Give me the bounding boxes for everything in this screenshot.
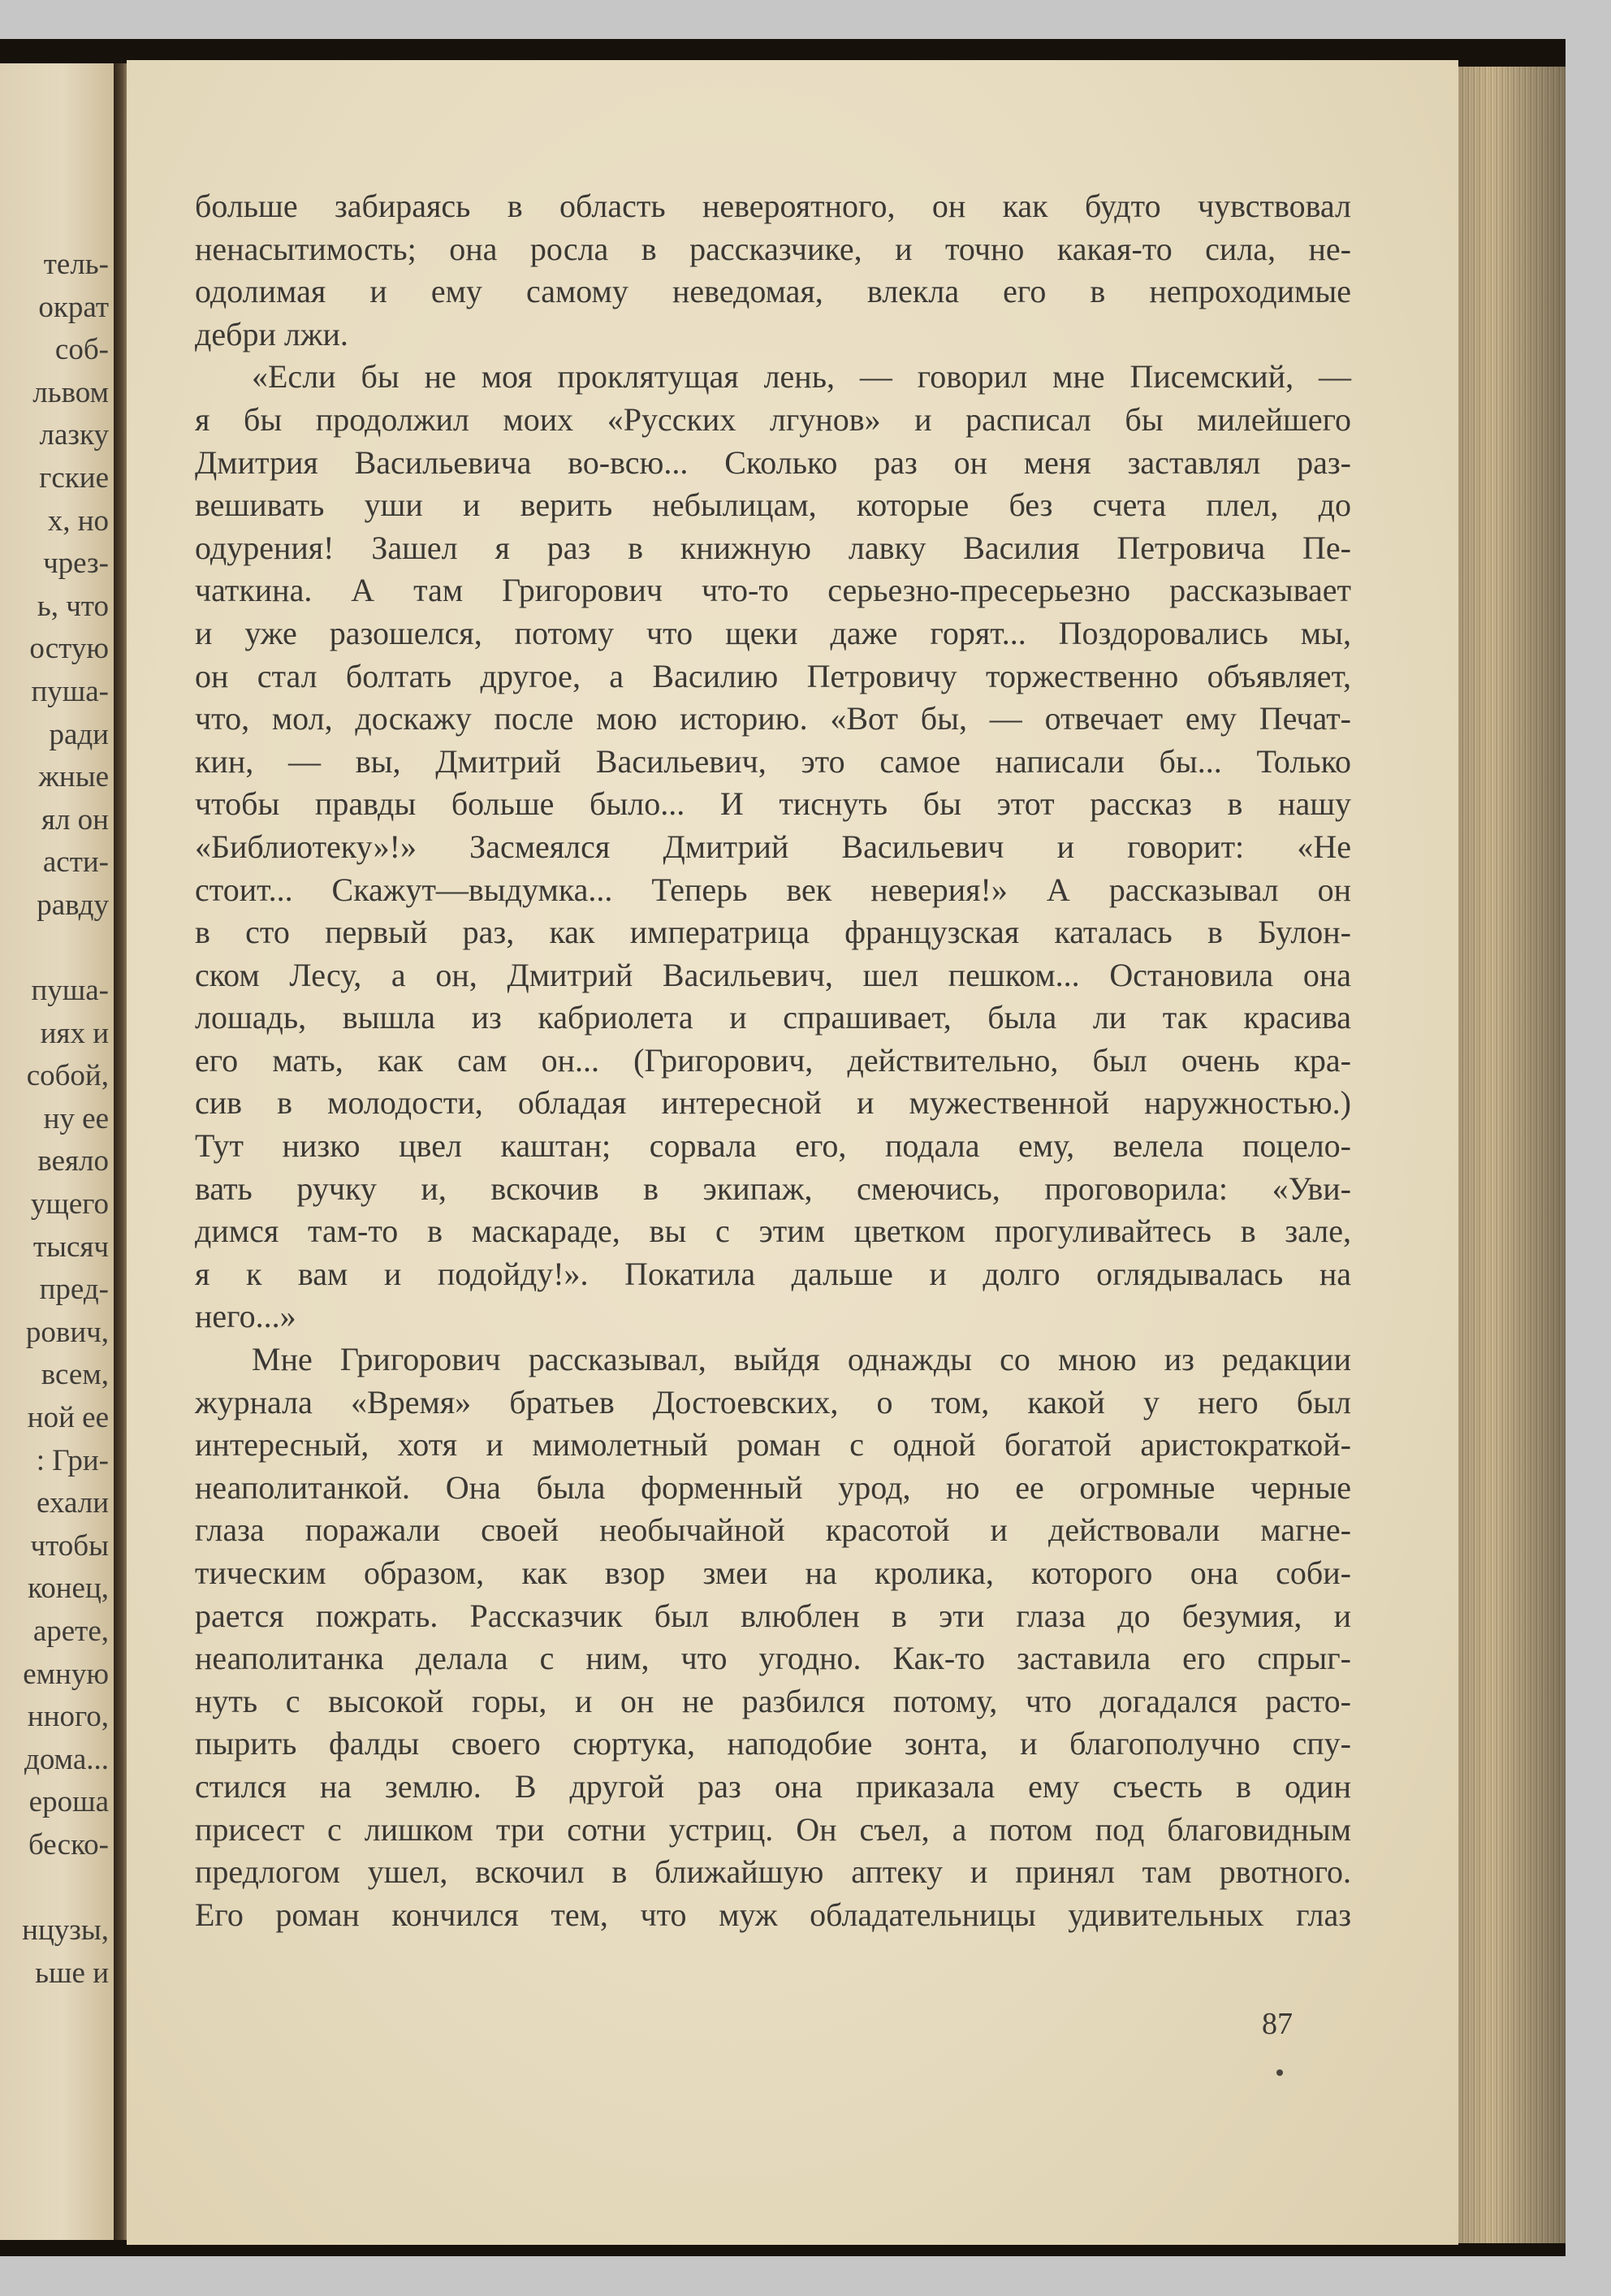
text-line: рается пожрать. Рассказчик был влюблен в эти глаза до безумия, и bbox=[195, 1597, 1351, 1634]
left-page-fragment: дома... bbox=[24, 1742, 109, 1776]
left-page-fragment: ь, что bbox=[37, 589, 109, 623]
page-number: 87 bbox=[1262, 2007, 1293, 2041]
left-page-fragment: конец, bbox=[28, 1572, 109, 1606]
text-line: я бы продолжил моих «Русских лгунов» и расписал бы милейшего bbox=[195, 400, 1351, 438]
left-page-fragment: х, но bbox=[47, 504, 109, 538]
left-page-fragment: ради bbox=[49, 717, 109, 751]
left-page-fragment: чрез- bbox=[43, 547, 109, 581]
text-line: присест с лишком три сотни устриц. Он съел, а потом под благовидным bbox=[195, 1810, 1351, 1848]
text-line: стился на землю. В другой раз она приказала ему съесть в один bbox=[195, 1767, 1351, 1805]
left-page-fragment: ущего bbox=[30, 1187, 109, 1222]
left-page-fragment: ял он bbox=[41, 802, 109, 837]
left-page-fragment: иях и bbox=[40, 1016, 109, 1050]
left-page-fragment: остую bbox=[29, 632, 109, 666]
left-page-fragment: пуша- bbox=[31, 974, 109, 1008]
left-page-fragment: равду bbox=[37, 888, 109, 922]
left-page-fragment: собой, bbox=[26, 1059, 109, 1093]
text-line: кин, — вы, Дмитрий Васильевич, это самое написали бы... Только bbox=[195, 742, 1351, 780]
text-line: Его роман кончился тем, что муж обладательницы удивительных глаз bbox=[195, 1896, 1351, 1933]
text-line: стоит... Скажут—выдумка... Теперь век неверия!» А рассказывал он bbox=[195, 871, 1351, 908]
left-page-fragment: нцузы, bbox=[22, 1913, 109, 1948]
left-page-fragment: емную bbox=[23, 1657, 109, 1691]
text-line: интересный, хотя и мимолетный роман с одной богатой аристократкой- bbox=[195, 1426, 1351, 1464]
text-line: ненасытимость; она росла в рассказчике, и точно какая-то сила, не- bbox=[195, 230, 1351, 267]
left-page-fragment bbox=[22, 927, 109, 971]
text-line: его мать, как сам он... (Григорович, действительно, был очень кра- bbox=[195, 1041, 1351, 1079]
text-line: вать ручку и, вскочив в экипаж, смеючись, проговорила: «Уви- bbox=[195, 1170, 1351, 1207]
text-line: Тут низко цвел каштан; сорвала его, подала ему, велела поцело- bbox=[195, 1127, 1351, 1165]
left-page-fragment: веяло bbox=[37, 1144, 109, 1178]
left-page-fragment: тель- bbox=[43, 248, 109, 281]
left-page-fragments bbox=[22, 244, 109, 1995]
text-line: лошадь, вышла из кабриолета и спрашивает, была ли так красива bbox=[195, 999, 1351, 1036]
left-page-fragment: : Гри- bbox=[36, 1443, 109, 1477]
text-line: я к вам и подойду!». Покатила дальше и долго оглядывалась на bbox=[195, 1255, 1351, 1292]
left-page-fragment bbox=[22, 1867, 109, 1910]
text-line: журнала «Время» братьев Достоевских, о том, какой у него был bbox=[195, 1383, 1351, 1420]
left-page-fragment: ероша bbox=[28, 1785, 109, 1819]
text-line: ском Лесу, а он, Дмитрий Васильевич, шел пешком... Остановила она bbox=[195, 956, 1351, 993]
text-line: одолимая и ему самому неведомая, влекла его в непроходимые bbox=[195, 273, 1351, 310]
text-line: неаполитанкой. Она была форменный урод, но ее огромные черные bbox=[195, 1468, 1351, 1506]
left-page-fragment: ной ее bbox=[27, 1401, 109, 1435]
left-page-fragment: пред- bbox=[39, 1273, 109, 1307]
left-page-fragment: лазку bbox=[39, 418, 109, 452]
text-line: в сто первый раз, как императрица французская каталась в Булон- bbox=[195, 914, 1351, 951]
text-line: неаполитанка делала с ним, что угодно. Как-то заставила его спрыг- bbox=[195, 1640, 1351, 1677]
ink-dot bbox=[1276, 2069, 1283, 2076]
text-line: больше забираясь в область невероятного, он как будто чувствовал bbox=[195, 188, 1351, 224]
left-page-fragment: ехали bbox=[37, 1486, 109, 1520]
text-line: «Библиотеку»!» Засмеялся Дмитрий Васильевич и говорит: «Не bbox=[195, 828, 1351, 865]
left-page-fragment: беско- bbox=[28, 1827, 109, 1861]
text-line: него...» bbox=[195, 1298, 296, 1335]
left-page-fragment: пуша- bbox=[31, 674, 109, 708]
text-line: Мне Григорович рассказывал, выйдя однажды со мною из редакции bbox=[252, 1341, 1351, 1378]
left-page-fragment: гские bbox=[39, 460, 109, 495]
text-line: пырить фалды своего сюртука, наподобие зонта, и благополучно спу- bbox=[195, 1725, 1351, 1762]
left-page-fragment: нного, bbox=[27, 1700, 109, 1734]
left-page-fragment: ну ее bbox=[43, 1101, 109, 1135]
left-page-fragment: жные bbox=[38, 760, 109, 794]
text-line: Дмитрия Васильевича во-всю... Сколько раз он меня заставлял раз- bbox=[195, 443, 1351, 481]
text-line: и уже разошелся, потому что щеки даже горят... Поздоровались мы, bbox=[195, 614, 1351, 651]
body-text bbox=[195, 185, 1351, 1936]
text-line: одурения! Зашел я раз в книжную лавку Василия Петровича Пе- bbox=[195, 529, 1351, 566]
left-page-fragment: асти- bbox=[42, 845, 109, 880]
left-page-fragment: рович, bbox=[25, 1315, 109, 1349]
text-line: «Если бы не моя проклятущая лень, — говорил мне Писемский, — bbox=[252, 358, 1351, 396]
text-line: тическим образом, как взор змеи на кролика, которого она соби- bbox=[195, 1554, 1351, 1591]
text-line: он стал болтать другое, а Василию Петровичу торжественно объявляет, bbox=[195, 657, 1351, 694]
text-line: вешивать уши и верить небылицам, которые без счета плел, до bbox=[195, 486, 1351, 524]
text-line: дебри лжи. bbox=[195, 315, 348, 352]
left-page-fragment: ьше и bbox=[35, 1956, 109, 1990]
text-line: чтобы правды больше было... И тиснуть бы этот рассказ в нашу bbox=[195, 785, 1351, 823]
left-page bbox=[0, 63, 114, 2240]
text-line: чаткина. А там Григорович что-то серьезно-пресерьезно рассказывает bbox=[195, 572, 1351, 609]
page-edges bbox=[1458, 67, 1566, 2243]
text-line: сив в молодости, обладая интересной и мужественной наружностью.) bbox=[195, 1084, 1351, 1122]
text-line: предлогом ушел, вскочил в ближайшую аптеку и принял там рвотного. bbox=[195, 1853, 1351, 1891]
left-page-fragment: чтобы bbox=[30, 1529, 109, 1563]
left-page-fragment: ократ bbox=[38, 290, 109, 324]
text-line: димся там-то в маскараде, вы с этим цветком прогуливайтесь в зале, bbox=[195, 1213, 1351, 1250]
left-page-fragment: тысяч bbox=[32, 1230, 109, 1264]
left-page-fragment: всем, bbox=[41, 1358, 109, 1392]
text-line: что, мол, доскажу после мою историю. «Вот бы, — отвечает ему Печат- bbox=[195, 700, 1351, 737]
left-page-fragment: львом bbox=[32, 375, 109, 409]
left-page-fragment: арете, bbox=[32, 1615, 109, 1648]
text-line: нуть с высокой горы, и он не разбился потому, что догадался расто- bbox=[195, 1682, 1351, 1719]
text-line: глаза поражали своей необычайной красотой и действовали магне- bbox=[195, 1511, 1351, 1549]
left-page-fragment: соб- bbox=[54, 333, 109, 367]
